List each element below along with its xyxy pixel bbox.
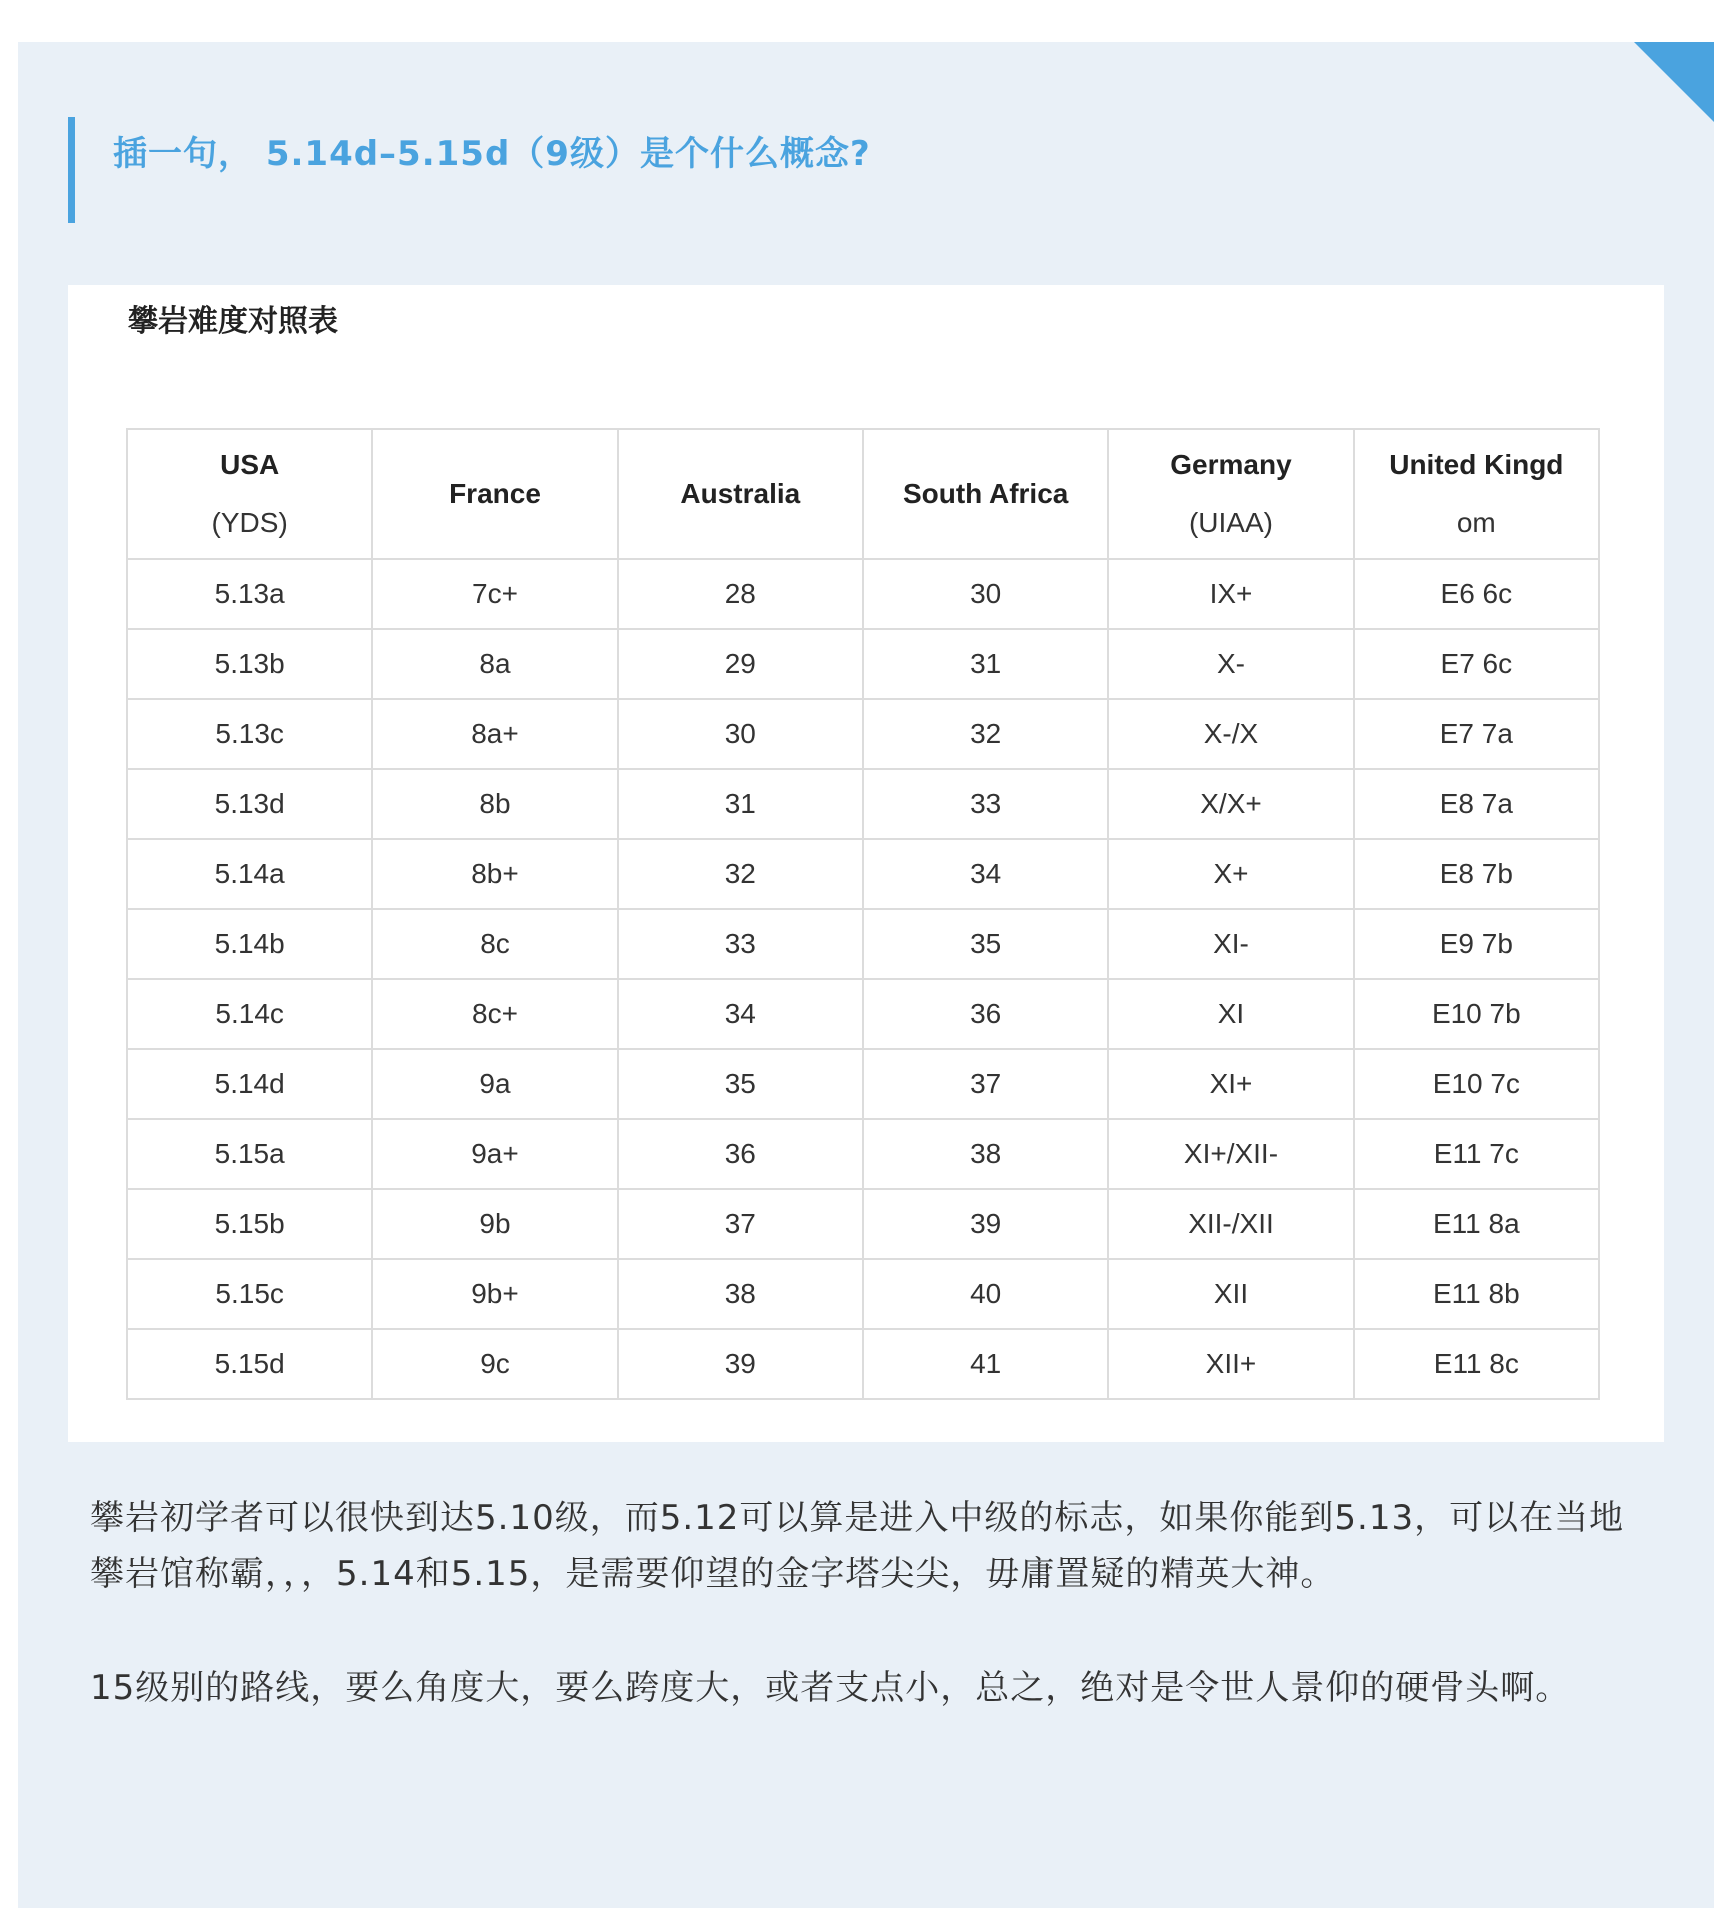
table-cell: XII — [1108, 1259, 1353, 1329]
paragraph-1: 攀岩初学者可以很快到达5.10级，而5.12可以算是进入中级的标志，如果你能到5.13，可以在当地攀岩馆称霸，，，5.14和5.15，是需要仰望的金字塔尖尖，毋庸置疑的精英大神。 — [90, 1498, 1625, 1594]
table-cell: 5.15b — [127, 1189, 372, 1259]
table-cell: X- — [1108, 629, 1353, 699]
column-header — [1108, 429, 1353, 559]
table-cell: 5.13c — [127, 699, 372, 769]
table-cell: XI+/XII- — [1108, 1119, 1353, 1189]
table-cell: E11 8b — [1354, 1259, 1599, 1329]
table-cell: 39 — [863, 1189, 1108, 1259]
table-cell: 5.15d — [127, 1329, 372, 1399]
column-header-main: Australia — [680, 478, 801, 509]
table-cell: 30 — [863, 559, 1108, 629]
table-cell: 41 — [863, 1329, 1108, 1399]
table-cell: 30 — [618, 699, 863, 769]
table-cell: 9a+ — [372, 1119, 617, 1189]
grade-comparison-table — [126, 428, 1600, 1400]
table-row — [127, 769, 1599, 839]
table-cell: 36 — [618, 1119, 863, 1189]
table-row — [127, 979, 1599, 1049]
table-cell: 37 — [863, 1049, 1108, 1119]
table-row — [127, 839, 1599, 909]
table-cell: 40 — [863, 1259, 1108, 1329]
column-header-sub: (YDS) — [211, 507, 288, 538]
column-header — [372, 429, 617, 559]
table-cell: 37 — [618, 1189, 863, 1259]
table-cell: 38 — [863, 1119, 1108, 1189]
table-cell: 33 — [618, 909, 863, 979]
column-header — [1354, 429, 1599, 559]
table-cell: 9c — [372, 1329, 617, 1399]
table-cell: E10 7c — [1354, 1049, 1599, 1119]
table-cell: 5.14a — [127, 839, 372, 909]
table-row — [127, 1329, 1599, 1399]
table-cell: 8c — [372, 909, 617, 979]
table-row — [127, 1259, 1599, 1329]
table-row — [127, 1049, 1599, 1119]
table-cell: 5.13d — [127, 769, 372, 839]
column-header — [127, 429, 372, 559]
table-cell: 5.15c — [127, 1259, 372, 1329]
table-cell: 34 — [863, 839, 1108, 909]
table-cell: X+ — [1108, 839, 1353, 909]
column-header-sub: om — [1456, 507, 1496, 538]
table-cell: 5.14c — [127, 979, 372, 1049]
table-cell: E8 7b — [1354, 839, 1599, 909]
table-cell: E9 7b — [1354, 909, 1599, 979]
table-cell: 8b+ — [372, 839, 617, 909]
table-cell: E10 7b — [1354, 979, 1599, 1049]
column-header-main: France — [449, 478, 541, 509]
table-title: 攀岩难度对照表 — [128, 304, 338, 339]
callout-text: 插一句， 5.14d–5.15d（9级）是个什么概念? — [113, 134, 871, 174]
table-cell: IX+ — [1108, 559, 1353, 629]
table-cell: 9b — [372, 1189, 617, 1259]
table-cell: XII-/XII — [1108, 1189, 1353, 1259]
table-row — [127, 699, 1599, 769]
table-cell: E8 7a — [1354, 769, 1599, 839]
table-cell: 32 — [863, 699, 1108, 769]
table-cell: E11 8a — [1354, 1189, 1599, 1259]
column-header — [618, 429, 863, 559]
table-row — [127, 1189, 1599, 1259]
table-cell: 32 — [618, 839, 863, 909]
table-cell: 34 — [618, 979, 863, 1049]
table-cell: X/X+ — [1108, 769, 1353, 839]
table-cell: 5.14d — [127, 1049, 372, 1119]
table-cell: XII+ — [1108, 1329, 1353, 1399]
table-cell: XI — [1108, 979, 1353, 1049]
table-cell: 8a — [372, 629, 617, 699]
table-cell: E6 6c — [1354, 559, 1599, 629]
table-cell: XI+ — [1108, 1049, 1353, 1119]
table-cell: E7 7a — [1354, 699, 1599, 769]
table-cell: 39 — [618, 1329, 863, 1399]
paragraph-2: 15级别的路线，要么角度大，要么跨度大，或者支点小，总之，绝对是令世人景仰的硬骨头啊。 — [90, 1668, 1571, 1708]
table-cell: 5.14b — [127, 909, 372, 979]
table-row — [127, 909, 1599, 979]
table-cell: 35 — [618, 1049, 863, 1119]
table-cell: E11 7c — [1354, 1119, 1599, 1189]
table-body — [127, 559, 1599, 1399]
table-cell: 9a — [372, 1049, 617, 1119]
corner-decoration — [1634, 42, 1714, 122]
table-cell: 5.13b — [127, 629, 372, 699]
table-cell: 31 — [863, 629, 1108, 699]
table-cell: 28 — [618, 559, 863, 629]
table-cell: 29 — [618, 629, 863, 699]
column-header-main: USA — [220, 449, 280, 480]
table-cell: 9b+ — [372, 1259, 617, 1329]
table-cell: 38 — [618, 1259, 863, 1329]
column-header-sub: (UIAA) — [1188, 507, 1273, 538]
table-cell: 7c+ — [372, 559, 617, 629]
table-cell: E7 6c — [1354, 629, 1599, 699]
column-header-main: United Kingd — [1389, 449, 1564, 480]
column-header-main: Germany — [1170, 449, 1292, 480]
table-row — [127, 559, 1599, 629]
table-cell: 35 — [863, 909, 1108, 979]
table-cell: 36 — [863, 979, 1108, 1049]
table-cell: 5.13a — [127, 559, 372, 629]
table-cell: 8c+ — [372, 979, 617, 1049]
table-cell: 33 — [863, 769, 1108, 839]
column-header-main: South Africa — [902, 478, 1069, 509]
table-header-row — [127, 429, 1599, 559]
column-header — [863, 429, 1108, 559]
table-row — [127, 629, 1599, 699]
table-row — [127, 1119, 1599, 1189]
table-cell: X-/X — [1108, 699, 1353, 769]
table-cell: XI- — [1108, 909, 1353, 979]
table-cell: 5.15a — [127, 1119, 372, 1189]
table-cell: 8b — [372, 769, 617, 839]
table-cell: E11 8c — [1354, 1329, 1599, 1399]
table-cell: 31 — [618, 769, 863, 839]
callout-quote — [68, 117, 871, 223]
table-cell: 8a+ — [372, 699, 617, 769]
